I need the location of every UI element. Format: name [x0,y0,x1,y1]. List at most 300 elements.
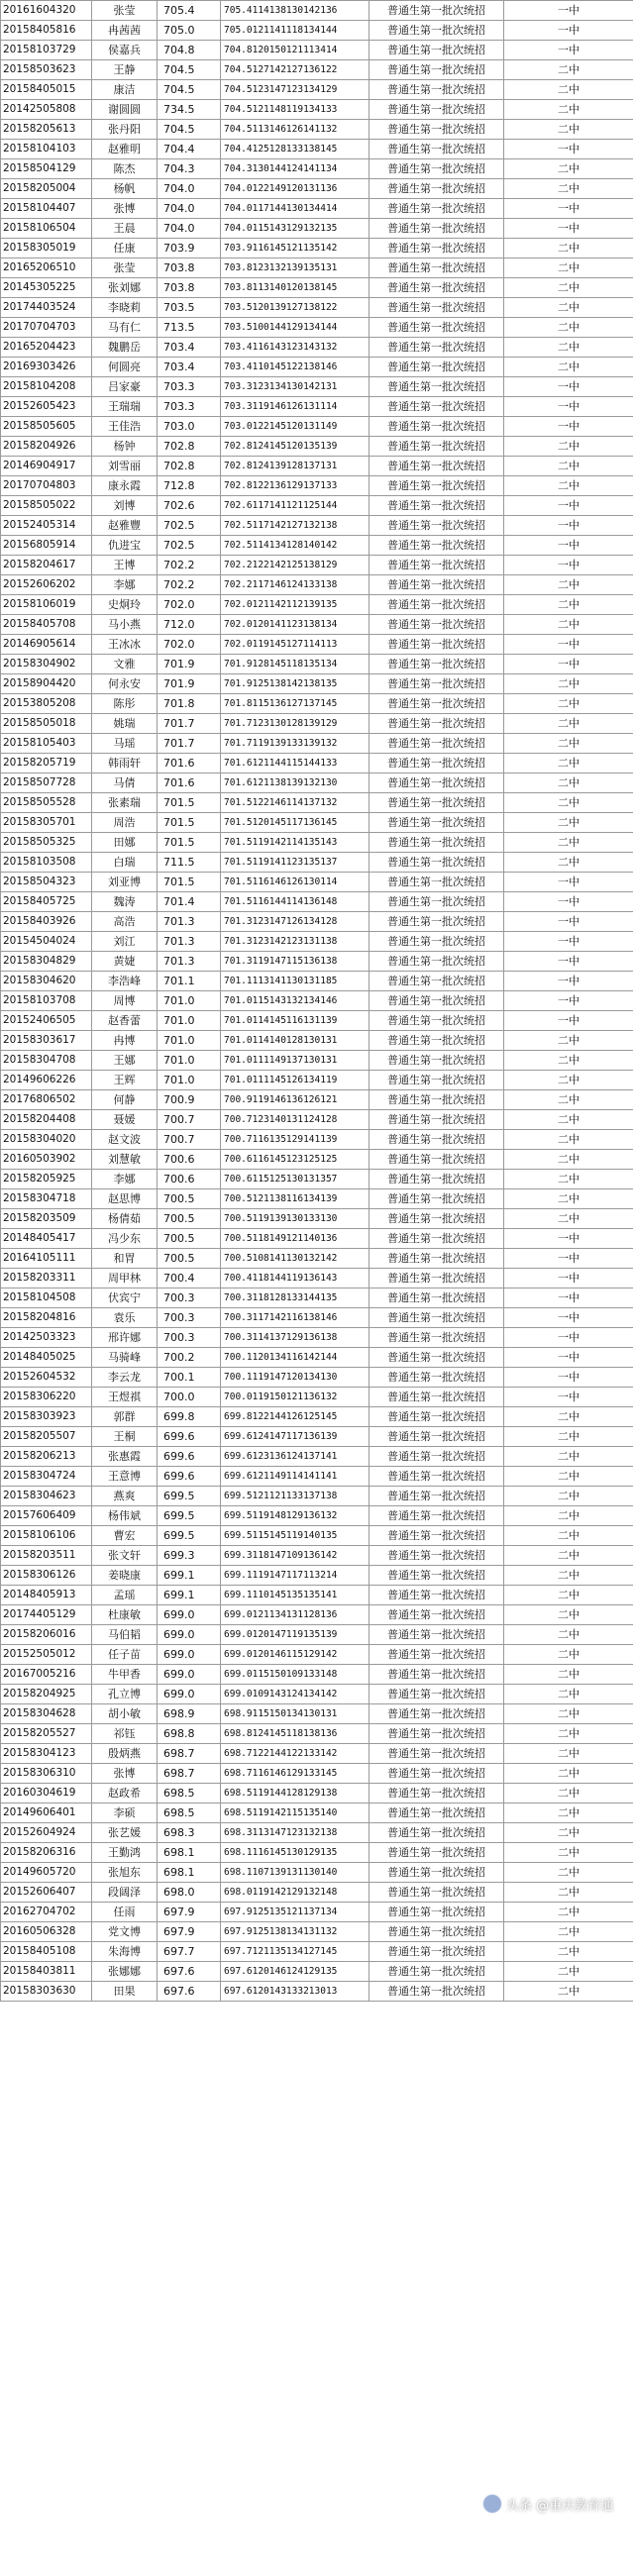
admission-type-cell: 普通生第一批次统招 [369,793,504,813]
admission-type-cell: 普通生第一批次统招 [369,813,504,833]
admission-type-cell: 普通生第一批次统招 [369,1546,504,1566]
table-row [1,734,633,754]
total-score-cell: 699.3 [158,1546,221,1566]
school-cell: 二中 [504,437,633,457]
subject-scores-cell: 699.6123136124137141 [221,1447,369,1467]
subject-scores-cell: 700.0119150121136132 [221,1388,369,1407]
table-row [1,258,633,278]
candidate-id-cell: 20158405816 [1,21,92,41]
school-cell: 二中 [504,754,633,773]
school-cell: 二中 [504,358,633,377]
table-row [1,41,633,60]
student-name-cell: 冉博 [92,1031,158,1051]
student-name-cell: 王晨 [92,219,158,239]
subject-scores-cell: 704.0122149120131136 [221,179,369,199]
subject-scores-cell: 701.0111145126134119 [221,1071,369,1090]
table-body [1,1,633,2002]
admission-type-cell: 普通生第一批次统招 [369,1704,504,1724]
subject-scores-cell: 699.6124147117136139 [221,1427,369,1447]
admission-type-cell: 普通生第一批次统招 [369,1090,504,1110]
total-score-cell: 700.2 [158,1348,221,1368]
student-name-cell: 周博 [92,991,158,1011]
candidate-id-cell: 20161604320 [1,1,92,21]
admission-type-cell: 普通生第一批次统招 [369,298,504,318]
subject-scores-cell: 698.7116146129133145 [221,1764,369,1784]
school-cell: 一中 [504,536,633,556]
school-cell: 二中 [504,1903,633,1922]
subject-scores-cell: 698.9115150134130131 [221,1704,369,1724]
candidate-id-cell: 20158304623 [1,1487,92,1506]
school-cell: 二中 [504,258,633,278]
school-cell: 二中 [504,179,633,199]
admission-type-cell: 普通生第一批次统招 [369,853,504,873]
student-name-cell: 党文博 [92,1922,158,1942]
student-name-cell: 姜晓康 [92,1566,158,1586]
admission-type-cell: 普通生第一批次统招 [369,258,504,278]
total-score-cell: 705.4 [158,1,221,21]
subject-scores-cell: 700.7123140131124128 [221,1110,369,1130]
admission-type-cell: 普通生第一批次统招 [369,615,504,635]
candidate-id-cell: 20158304123 [1,1744,92,1764]
table-row [1,714,633,734]
total-score-cell: 701.6 [158,773,221,793]
candidate-id-cell: 20148405025 [1,1348,92,1368]
school-cell: 一中 [504,1288,633,1308]
total-score-cell: 702.6 [158,496,221,516]
admission-type-cell: 普通生第一批次统招 [369,278,504,298]
student-name-cell: 文雅 [92,655,158,674]
subject-scores-cell: 701.9128145118135134 [221,655,369,674]
subject-scores-cell: 699.0121134131128136 [221,1605,369,1625]
total-score-cell: 700.6 [158,1170,221,1189]
admission-type-cell: 普通生第一批次统招 [369,1506,504,1526]
school-cell: 二中 [504,674,633,694]
candidate-id-cell: 20158304020 [1,1130,92,1150]
table-row [1,1883,633,1903]
school-cell: 一中 [504,952,633,972]
admission-type-cell: 普通生第一批次统招 [369,1526,504,1546]
admission-type-cell: 普通生第一批次统招 [369,1803,504,1823]
table-row [1,1685,633,1704]
candidate-id-cell: 20152505012 [1,1645,92,1665]
subject-scores-cell: 702.0119145127114113 [221,635,369,655]
total-score-cell: 703.9 [158,239,221,258]
school-cell: 二中 [504,714,633,734]
total-score-cell: 734.5 [158,100,221,120]
student-name-cell: 王瑞瑞 [92,397,158,417]
school-cell: 二中 [504,1962,633,1982]
table-row [1,873,633,892]
student-name-cell: 刘江 [92,932,158,952]
admission-type-cell: 普通生第一批次统招 [369,1209,504,1229]
school-cell: 二中 [504,734,633,754]
table-row [1,1308,633,1328]
total-score-cell: 711.5 [158,853,221,873]
total-score-cell: 712.8 [158,476,221,496]
school-cell: 二中 [504,1704,633,1724]
student-name-cell: 谢圆圆 [92,100,158,120]
school-cell: 二中 [504,1724,633,1744]
school-cell: 二中 [504,1170,633,1189]
total-score-cell: 702.0 [158,595,221,615]
total-score-cell: 698.8 [158,1724,221,1744]
candidate-id-cell: 20158205719 [1,754,92,773]
school-cell: 二中 [504,1526,633,1546]
student-name-cell: 马有仁 [92,318,158,338]
candidate-id-cell: 20158106106 [1,1526,92,1546]
candidate-id-cell: 20158504323 [1,873,92,892]
table-row [1,556,633,575]
total-score-cell: 701.9 [158,655,221,674]
admission-type-cell: 普通生第一批次统招 [369,437,504,457]
total-score-cell: 698.0 [158,1883,221,1903]
school-cell: 二中 [504,1071,633,1090]
candidate-id-cell: 20158306220 [1,1388,92,1407]
candidate-id-cell: 20158305019 [1,239,92,258]
table-row [1,1526,633,1546]
table-row [1,338,633,358]
table-row [1,694,633,714]
subject-scores-cell: 700.5119139130133130 [221,1209,369,1229]
total-score-cell: 701.8 [158,694,221,714]
table-row [1,1704,633,1724]
admission-type-cell: 普通生第一批次统招 [369,655,504,674]
admission-type-cell: 普通生第一批次统招 [369,694,504,714]
admission-type-cell: 普通生第一批次统招 [369,754,504,773]
candidate-id-cell: 20160506328 [1,1922,92,1942]
subject-scores-cell: 699.1110145135135141 [221,1586,369,1605]
admission-type-cell: 普通生第一批次统招 [369,1487,504,1506]
school-cell: 二中 [504,60,633,80]
table-row [1,60,633,80]
table-row [1,1328,633,1348]
candidate-id-cell: 20158204926 [1,437,92,457]
admission-type-cell: 普通生第一批次统招 [369,1566,504,1586]
candidate-id-cell: 20158104407 [1,199,92,219]
candidate-id-cell: 20158204925 [1,1685,92,1704]
subject-scores-cell: 700.6115125130131357 [221,1170,369,1189]
admission-type-cell: 普通生第一批次统招 [369,1744,504,1764]
school-cell: 二中 [504,595,633,615]
candidate-id-cell: 20158304628 [1,1704,92,1724]
total-score-cell: 704.0 [158,219,221,239]
total-score-cell: 699.5 [158,1487,221,1506]
school-cell: 二中 [504,457,633,476]
student-name-cell: 李浩峰 [92,972,158,991]
subject-scores-cell: 699.8122144126125145 [221,1407,369,1427]
school-cell: 二中 [504,1883,633,1903]
total-score-cell: 699.0 [158,1685,221,1704]
total-score-cell: 701.3 [158,912,221,932]
subject-scores-cell: 698.1107139131130140 [221,1863,369,1883]
total-score-cell: 699.6 [158,1447,221,1467]
student-name-cell: 赵雅豐 [92,516,158,536]
student-name-cell: 殷炳燕 [92,1744,158,1764]
table-row [1,1962,633,1982]
table-row [1,1388,633,1407]
student-name-cell: 孟瑶 [92,1586,158,1605]
student-name-cell: 马倩 [92,773,158,793]
student-name-cell: 朱海博 [92,1942,158,1962]
table-row [1,595,633,615]
student-name-cell: 李娜 [92,1170,158,1189]
candidate-id-cell: 20174405129 [1,1605,92,1625]
watermark [482,2494,613,2514]
subject-scores-cell: 702.5114134128140142 [221,536,369,556]
admission-type-cell: 普通生第一批次统招 [369,318,504,338]
subject-scores-cell: 700.7116135129141139 [221,1130,369,1150]
admission-type-cell: 普通生第一批次统招 [369,1328,504,1348]
admission-type-cell: 普通生第一批次统招 [369,1348,504,1368]
admission-type-cell: 普通生第一批次统招 [369,1071,504,1090]
candidate-id-cell: 20158303630 [1,1982,92,2002]
subject-scores-cell: 704.5123147123134129 [221,80,369,100]
table-row [1,140,633,159]
total-score-cell: 700.0 [158,1388,221,1407]
school-cell: 一中 [504,991,633,1011]
student-name-cell: 任康 [92,239,158,258]
student-name-cell: 姚瑞 [92,714,158,734]
candidate-id-cell: 20158104208 [1,377,92,397]
admission-type-cell: 普通生第一批次统招 [369,991,504,1011]
school-cell: 二中 [504,1447,633,1467]
table-row [1,1368,633,1388]
admission-type-cell: 普通生第一批次统招 [369,1269,504,1288]
table-row [1,536,633,556]
admission-type-cell: 普通生第一批次统招 [369,674,504,694]
table-row [1,1863,633,1883]
total-score-cell: 702.5 [158,516,221,536]
subject-scores-cell: 702.8122136129137133 [221,476,369,496]
subject-scores-cell: 700.4118144119136143 [221,1269,369,1288]
admission-type-cell: 普通生第一批次统招 [369,496,504,516]
admission-type-cell: 普通生第一批次统招 [369,1665,504,1685]
candidate-id-cell: 20158205004 [1,179,92,199]
student-name-cell: 张文轩 [92,1546,158,1566]
subject-scores-cell: 700.3114137129136138 [221,1328,369,1348]
student-name-cell: 张刘娜 [92,278,158,298]
admission-type-cell: 普通生第一批次统招 [369,595,504,615]
school-cell: 一中 [504,1388,633,1407]
admission-type-cell: 普通生第一批次统招 [369,516,504,536]
admission-type-cell: 普通生第一批次统招 [369,1586,504,1605]
subject-scores-cell: 701.6121138139132130 [221,773,369,793]
table-row [1,199,633,219]
admission-type-cell: 普通生第一批次统招 [369,575,504,595]
candidate-id-cell: 20169303426 [1,358,92,377]
subject-scores-cell: 702.5117142127132138 [221,516,369,536]
student-name-cell: 王桐 [92,1427,158,1447]
admission-type-cell: 普通生第一批次统招 [369,1011,504,1031]
school-cell: 二中 [504,773,633,793]
table-row [1,1546,633,1566]
candidate-id-cell: 20160304619 [1,1784,92,1803]
table-row [1,1011,633,1031]
subject-scores-cell: 705.4114138130142136 [221,1,369,21]
table-row [1,972,633,991]
total-score-cell: 698.1 [158,1843,221,1863]
candidate-id-cell: 20153805208 [1,694,92,714]
student-name-cell: 张丹阳 [92,120,158,140]
admission-type-cell: 普通生第一批次统招 [369,1685,504,1704]
subject-scores-cell: 701.9125138142138135 [221,674,369,694]
student-name-cell: 白瑞 [92,853,158,873]
candidate-id-cell: 20149606226 [1,1071,92,1090]
admission-type-cell: 普通生第一批次统招 [369,1903,504,1922]
subject-scores-cell: 699.5119148129136132 [221,1506,369,1526]
admission-type-cell: 普通生第一批次统招 [369,338,504,358]
school-cell: 一中 [504,41,633,60]
school-cell: 二中 [504,1784,633,1803]
subject-scores-cell: 702.8124139128137131 [221,457,369,476]
subject-scores-cell: 701.0114145116131139 [221,1011,369,1031]
subject-scores-cell: 703.3123134130142131 [221,377,369,397]
subject-scores-cell: 701.0115143132134146 [221,991,369,1011]
school-cell: 一中 [504,140,633,159]
total-score-cell: 699.1 [158,1586,221,1605]
total-score-cell: 704.0 [158,199,221,219]
candidate-id-cell: 20142505808 [1,100,92,120]
table-row [1,397,633,417]
candidate-id-cell: 20149605720 [1,1863,92,1883]
school-cell: 二中 [504,1209,633,1229]
school-cell: 二中 [504,1803,633,1823]
subject-scores-cell: 704.0115143129132135 [221,219,369,239]
candidate-id-cell: 20158106504 [1,219,92,239]
table-row [1,1506,633,1526]
table-row [1,1170,633,1189]
subject-scores-cell: 705.0121141118134144 [221,21,369,41]
subject-scores-cell: 698.1116145130129135 [221,1843,369,1863]
watermark-text: 头条 @重庆教育通 [506,2498,614,2514]
candidate-id-cell: 20164105111 [1,1249,92,1269]
table-row [1,1724,633,1744]
table-row [1,754,633,773]
student-name-cell: 马伯韬 [92,1625,158,1645]
candidate-id-cell: 20152604924 [1,1823,92,1843]
table-row [1,655,633,674]
table-row [1,1803,633,1823]
student-name-cell: 刘雪丽 [92,457,158,476]
school-cell: 二中 [504,793,633,813]
candidate-id-cell: 20158304620 [1,972,92,991]
admission-type-cell: 普通生第一批次统招 [369,1823,504,1843]
table-row [1,1209,633,1229]
school-cell: 二中 [504,1625,633,1645]
candidate-id-cell: 20158904420 [1,674,92,694]
candidate-id-cell: 20157606409 [1,1506,92,1526]
candidate-id-cell: 20170704703 [1,318,92,338]
total-score-cell: 702.2 [158,575,221,595]
admission-type-cell: 普通生第一批次统招 [369,80,504,100]
school-cell: 一中 [504,892,633,912]
subject-scores-cell: 701.3123142123131138 [221,932,369,952]
admission-type-cell: 普通生第一批次统招 [369,1843,504,1863]
total-score-cell: 702.5 [158,536,221,556]
student-name-cell: 曹宏 [92,1526,158,1546]
subject-scores-cell: 701.1113141130131185 [221,972,369,991]
table-row [1,1051,633,1071]
subject-scores-cell: 700.6116145123125125 [221,1150,369,1170]
student-name-cell: 张惠霞 [92,1447,158,1467]
total-score-cell: 702.8 [158,437,221,457]
student-name-cell: 康永霞 [92,476,158,496]
candidate-id-cell: 20152606407 [1,1883,92,1903]
school-cell: 二中 [504,1110,633,1130]
admission-type-cell: 普通生第一批次统招 [369,1883,504,1903]
admission-type-cell: 普通生第一批次统招 [369,377,504,397]
subject-scores-cell: 703.9116145121135142 [221,239,369,258]
student-name-cell: 刘亚博 [92,873,158,892]
table-row [1,516,633,536]
total-score-cell: 698.9 [158,1704,221,1724]
total-score-cell: 700.4 [158,1269,221,1288]
subject-scores-cell: 697.6120146124129135 [221,1962,369,1982]
candidate-id-cell: 20149606401 [1,1803,92,1823]
candidate-id-cell: 20146905614 [1,635,92,655]
subject-scores-cell: 703.5120139127138122 [221,298,369,318]
student-name-cell: 张莹 [92,258,158,278]
admission-type-cell: 普通生第一批次统招 [369,159,504,179]
subject-scores-cell: 699.5121121133137138 [221,1487,369,1506]
total-score-cell: 700.3 [158,1308,221,1328]
table-row [1,120,633,140]
table-row [1,278,633,298]
student-name-cell: 王静 [92,60,158,80]
student-name-cell: 任雨 [92,1903,158,1922]
student-name-cell: 何静 [92,1090,158,1110]
subject-scores-cell: 702.2122142125138129 [221,556,369,575]
table-row [1,417,633,437]
subject-scores-cell: 703.5100144129134144 [221,318,369,338]
candidate-id-cell: 20176806502 [1,1090,92,1110]
table-row [1,912,633,932]
total-score-cell: 701.5 [158,793,221,813]
subject-scores-cell: 703.0122145120131149 [221,417,369,437]
total-score-cell: 701.0 [158,991,221,1011]
student-name-cell: 陈杰 [92,159,158,179]
admission-type-cell: 普通生第一批次统招 [369,556,504,575]
table-row [1,1031,633,1051]
admission-type-cell: 普通生第一批次统招 [369,536,504,556]
student-name-cell: 赵香蕾 [92,1011,158,1031]
school-cell: 二中 [504,1982,633,2002]
subject-scores-cell: 702.0120141123138134 [221,615,369,635]
total-score-cell: 699.1 [158,1566,221,1586]
total-score-cell: 697.9 [158,1903,221,1922]
student-name-cell: 李娜 [92,575,158,595]
admission-type-cell: 普通生第一批次统招 [369,1467,504,1487]
school-cell: 一中 [504,21,633,41]
school-cell: 二中 [504,1744,633,1764]
student-name-cell: 段阔泽 [92,1883,158,1903]
student-name-cell: 康洁 [92,80,158,100]
admission-type-cell: 普通生第一批次统招 [369,457,504,476]
candidate-id-cell: 20158206016 [1,1625,92,1645]
student-name-cell: 冯少东 [92,1229,158,1249]
admission-type-cell: 普通生第一批次统招 [369,773,504,793]
student-name-cell: 张娜娜 [92,1962,158,1982]
school-cell: 一中 [504,556,633,575]
candidate-id-cell: 20158204617 [1,556,92,575]
student-name-cell: 陈彤 [92,694,158,714]
school-cell: 二中 [504,1764,633,1784]
student-name-cell: 孔立博 [92,1685,158,1704]
total-score-cell: 697.6 [158,1982,221,2002]
subject-scores-cell: 702.6117141121125144 [221,496,369,516]
watermark-logo-icon [482,2494,502,2514]
admission-type-cell: 普通生第一批次统招 [369,1308,504,1328]
